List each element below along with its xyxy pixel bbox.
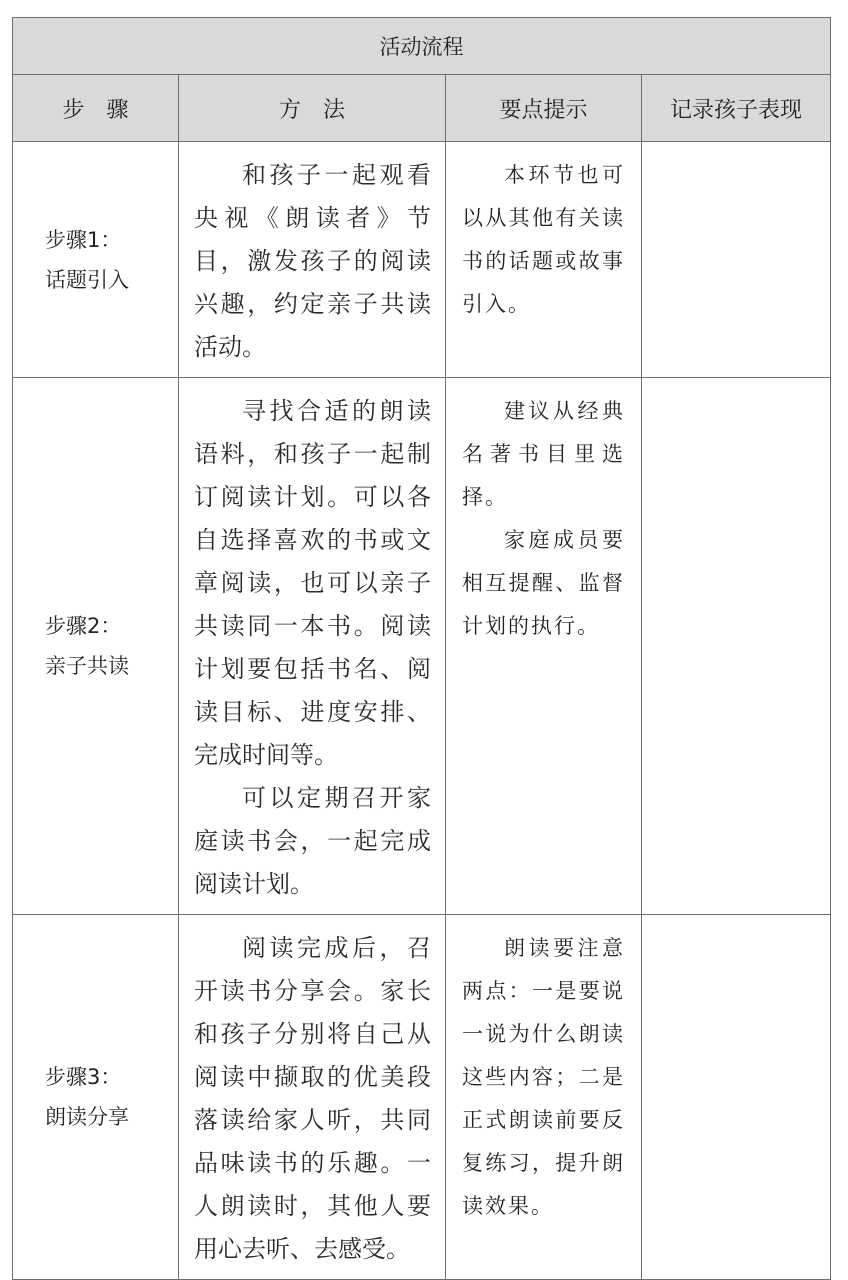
step-cell <box>13 142 179 378</box>
step-cell <box>13 378 179 915</box>
header-tips: 要点提示 <box>446 75 642 142</box>
table-title: 活动流程 <box>13 18 831 75</box>
step-number: 步骤2： <box>45 614 122 638</box>
tips-cell <box>446 378 642 915</box>
header-method: 方 法 <box>179 75 446 142</box>
tip-paragraph: 朗读要注意两点：一是要说一说为什么朗读这些内容；二是正式朗读前要反复练习，提升朗读效果。 <box>462 936 625 1218</box>
step-cell <box>13 915 179 1280</box>
method-paragraph: 和孩子一起观看央视《朗读者》节目，激发孩子的阅读兴趣，约定亲子共读活动。 <box>194 161 431 361</box>
method-cell <box>179 378 446 915</box>
record-cell[interactable] <box>642 378 831 915</box>
tips-cell <box>446 142 642 378</box>
method-paragraph: 可以定期召开家庭读书会，一起完成阅读计划。 <box>194 784 431 898</box>
method-paragraph: 寻找合适的朗读语料，和孩子一起制订阅读计划。可以各自选择喜欢的书或文章阅读，也可以亲子共读同一本书。阅读计划要包括书名、阅读目标、进度安排、完成时间等。 <box>194 397 431 769</box>
tips-cell <box>446 915 642 1280</box>
step-title: 话题引入 <box>45 267 129 292</box>
table-header-row <box>13 75 831 142</box>
header-step: 步 骤 <box>13 75 179 142</box>
record-cell[interactable] <box>642 142 831 378</box>
table-row <box>13 915 831 1280</box>
step-title: 朗读分享 <box>45 1105 129 1129</box>
table-title-row <box>13 18 831 75</box>
tip-paragraph: 本环节也可以从其他有关读书的话题或故事引入。 <box>462 163 625 316</box>
activity-flow-table <box>12 17 831 1280</box>
method-cell <box>179 142 446 378</box>
step-number: 步骤1： <box>45 227 122 252</box>
record-cell[interactable] <box>642 915 831 1280</box>
table-row <box>13 142 831 378</box>
tip-paragraph: 家庭成员要相互提醒、监督计划的执行。 <box>462 528 625 638</box>
table-row <box>13 378 831 915</box>
method-cell <box>179 915 446 1280</box>
step-number: 步骤3： <box>45 1065 122 1089</box>
method-paragraph: 阅读完成后，召开读书分享会。家长和孩子分别将自己从阅读中撷取的优美段落读给家人听，共同品味读书的乐趣。一人朗读时，其他人要用心去听、去感受。 <box>194 934 431 1263</box>
tip-paragraph: 建议从经典名著书目里选择。 <box>462 399 625 509</box>
header-record: 记录孩子表现 <box>642 75 831 142</box>
step-title: 亲子共读 <box>45 654 129 678</box>
